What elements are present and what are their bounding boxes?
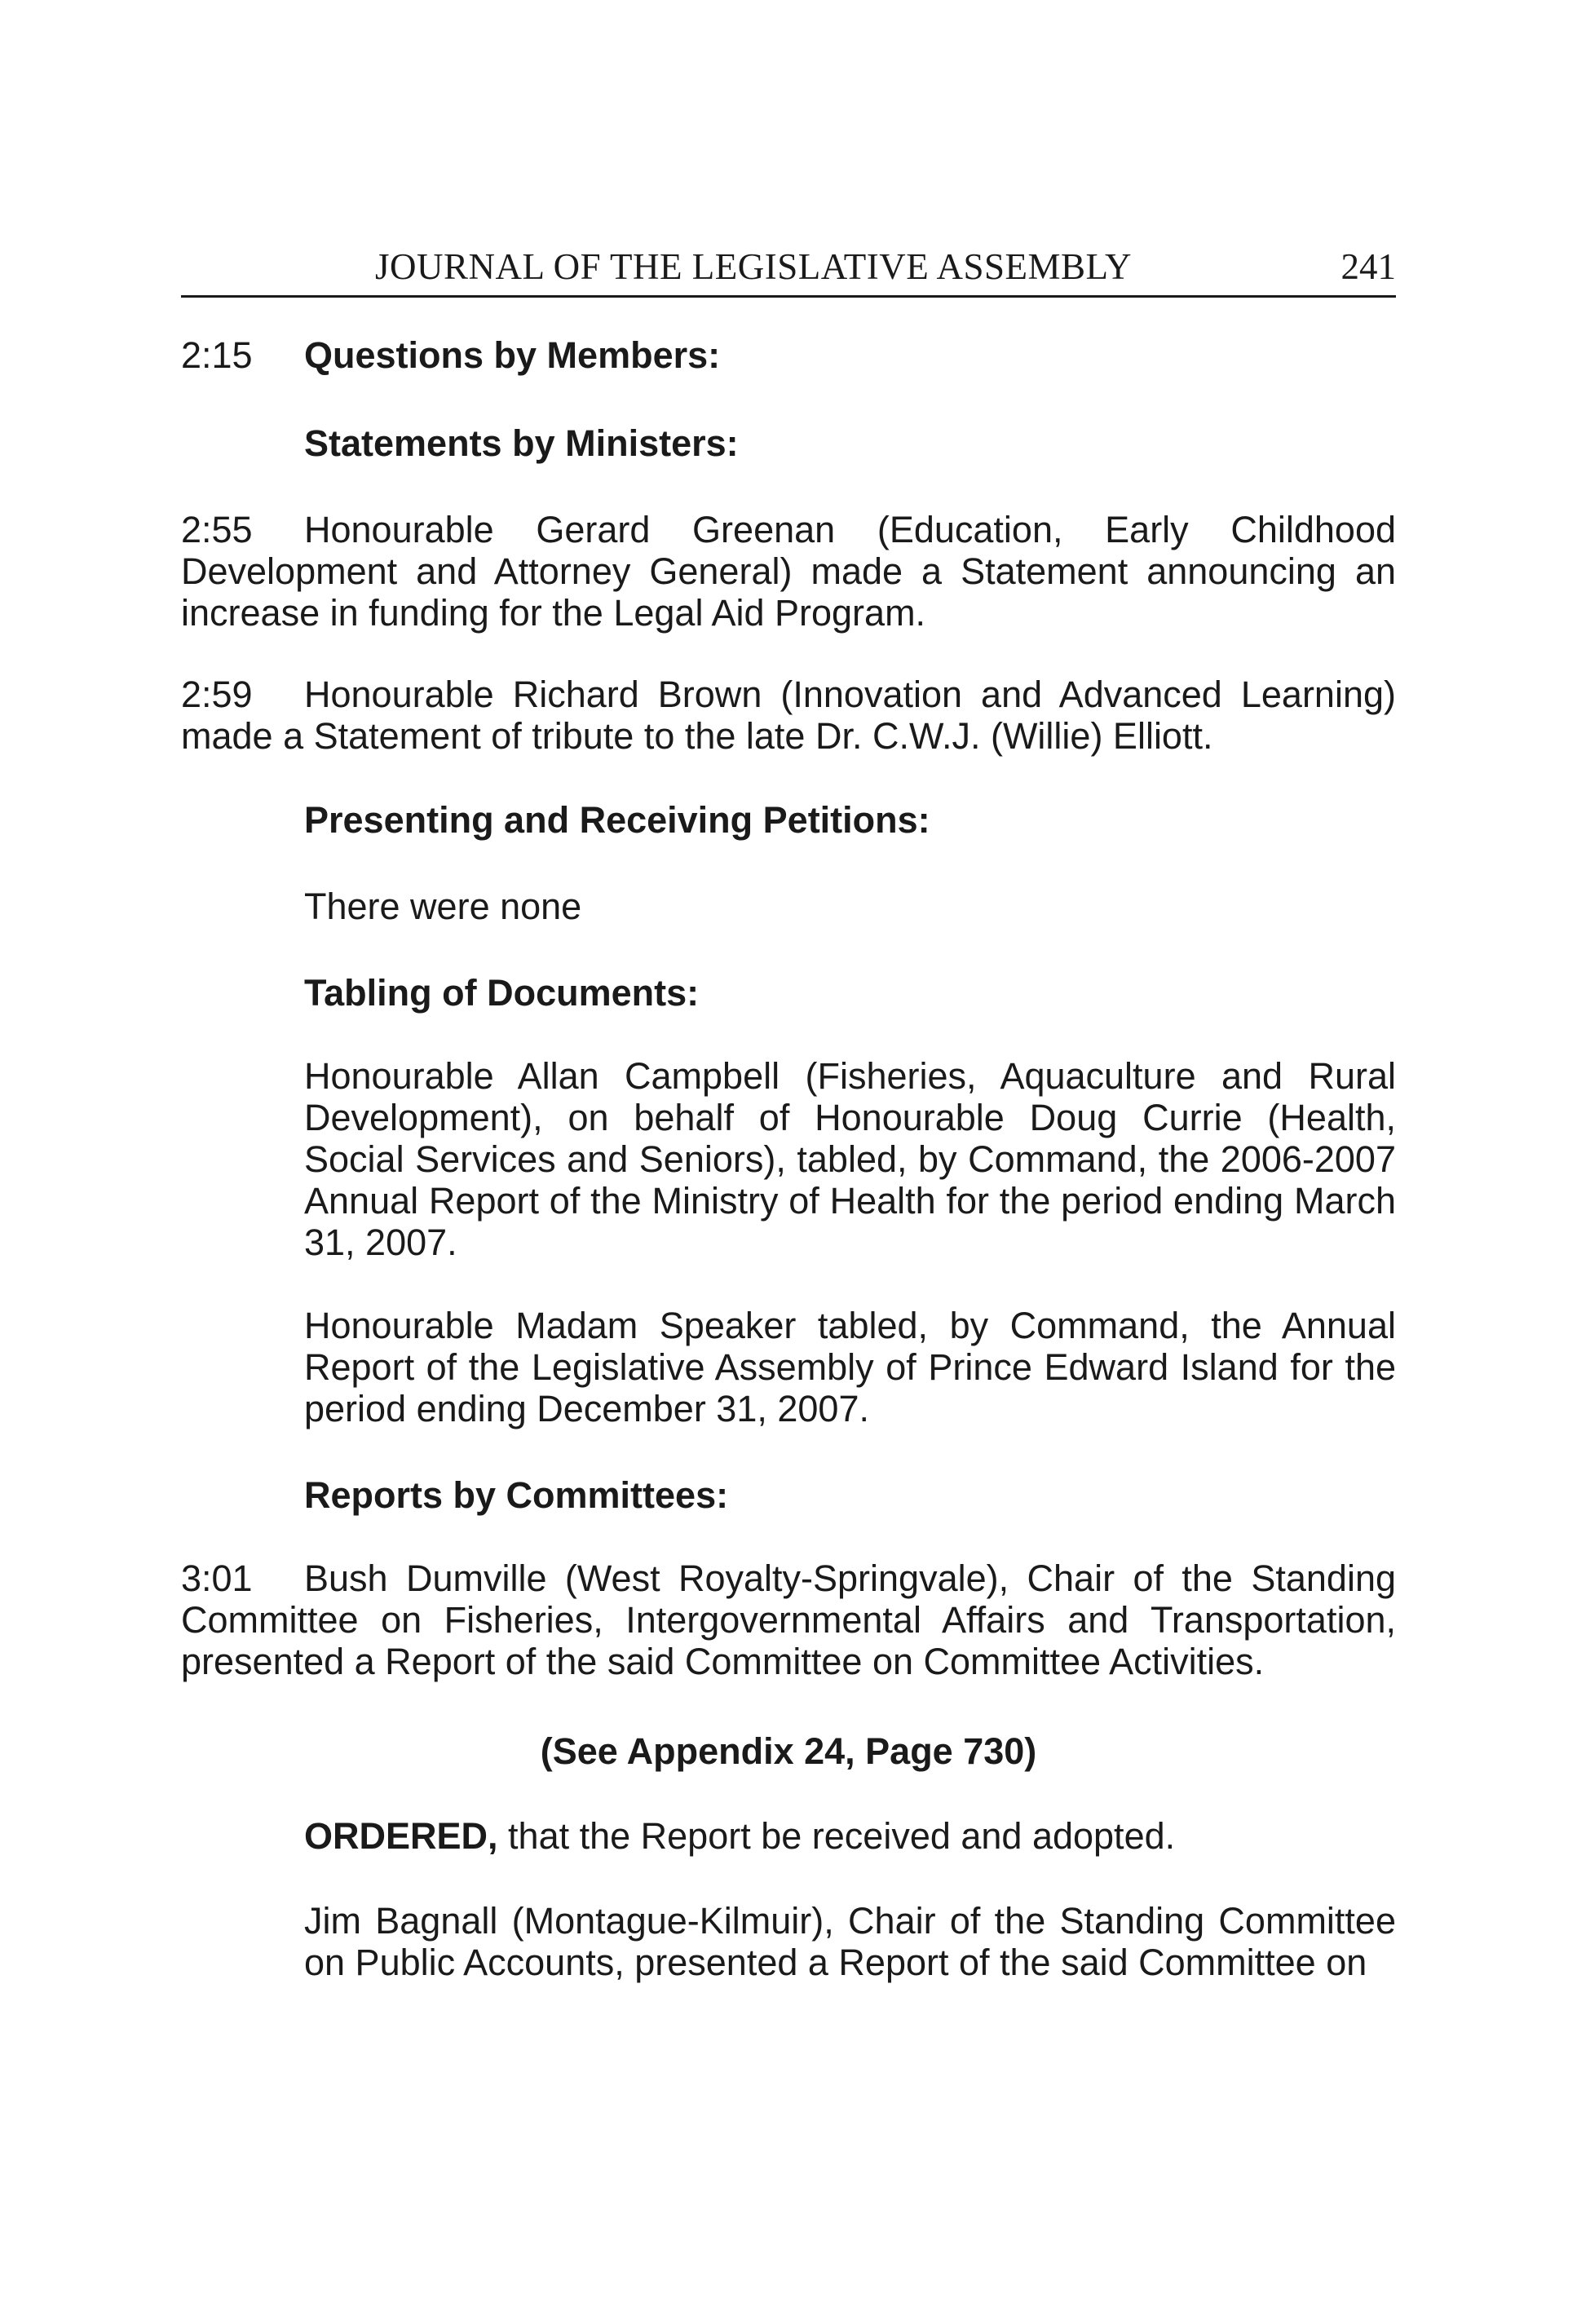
section-heading-petitions: Presenting and Receiving Petitions: xyxy=(304,799,930,841)
ordered-statement xyxy=(304,1815,1396,1857)
tabling-paragraph-speaker: Honourable Madam Speaker tabled, by Command, the Annual Report of the Legislative Assembly of Prince Edward Island for the period ending December 31, 2007. xyxy=(304,1305,1396,1429)
section-heading-questions: Questions by Members: xyxy=(304,334,721,376)
entry-questions xyxy=(181,334,1396,376)
entry-report-dumville xyxy=(181,1557,1396,1682)
appendix-reference: (See Appendix 24, Page 730) xyxy=(540,1730,1037,1772)
section-heading-statements: Statements by Ministers: xyxy=(304,422,739,464)
journal-title: JOURNAL OF THE LEGISLATIVE ASSEMBLY xyxy=(375,246,1133,287)
entry-time: 2:59 xyxy=(181,674,253,715)
report-paragraph-bagnall: Jim Bagnall (Montague-Kilmuir), Chair of the Standing Committee on Public Accounts, presented a Report of the said Committee on xyxy=(304,1900,1396,1983)
page-header xyxy=(181,245,1396,298)
entry-text: Honourable Richard Brown (Innovation and Advanced Learning) made a Statement of tribute to the late Dr. C.W.J. (Willie) Elliott. xyxy=(181,674,1396,757)
section-heading-reports: Reports by Committees: xyxy=(304,1474,729,1516)
petitions-text: There were none xyxy=(304,886,582,927)
entry-time: 2:15 xyxy=(181,334,253,376)
entry-statement-brown xyxy=(181,674,1396,757)
entry-text: Bush Dumville (West Royalty-Springvale), Chair of the Standing Committee on Fisheries, Intergovernmental Affairs and Transportation, presented a Report of the said Committee on Committee Activities. xyxy=(181,1557,1396,1682)
page-number: 241 xyxy=(1340,246,1396,287)
entry-statement-greenan xyxy=(181,509,1396,634)
entry-time: 2:55 xyxy=(181,509,253,550)
ordered-text: that the Report be received and adopted. xyxy=(497,1815,1176,1857)
tabling-paragraph-campbell: Honourable Allan Campbell (Fisheries, Aquaculture and Rural Development), on behalf of Honourable Doug Currie (Health, Social Services and Seniors), tabled, by Command, the 2006-2007 Annual Report of the Ministry of Health for the period ending March 31, 2007. xyxy=(304,1055,1396,1263)
section-heading-tabling: Tabling of Documents: xyxy=(304,972,700,1014)
entry-time: 3:01 xyxy=(181,1557,253,1599)
ordered-label: ORDERED, xyxy=(304,1815,498,1857)
entry-text: Honourable Gerard Greenan (Education, Early Childhood Development and Attorney General) made a Statement announcing an increase in funding for the Legal Aid Program. xyxy=(181,509,1396,634)
